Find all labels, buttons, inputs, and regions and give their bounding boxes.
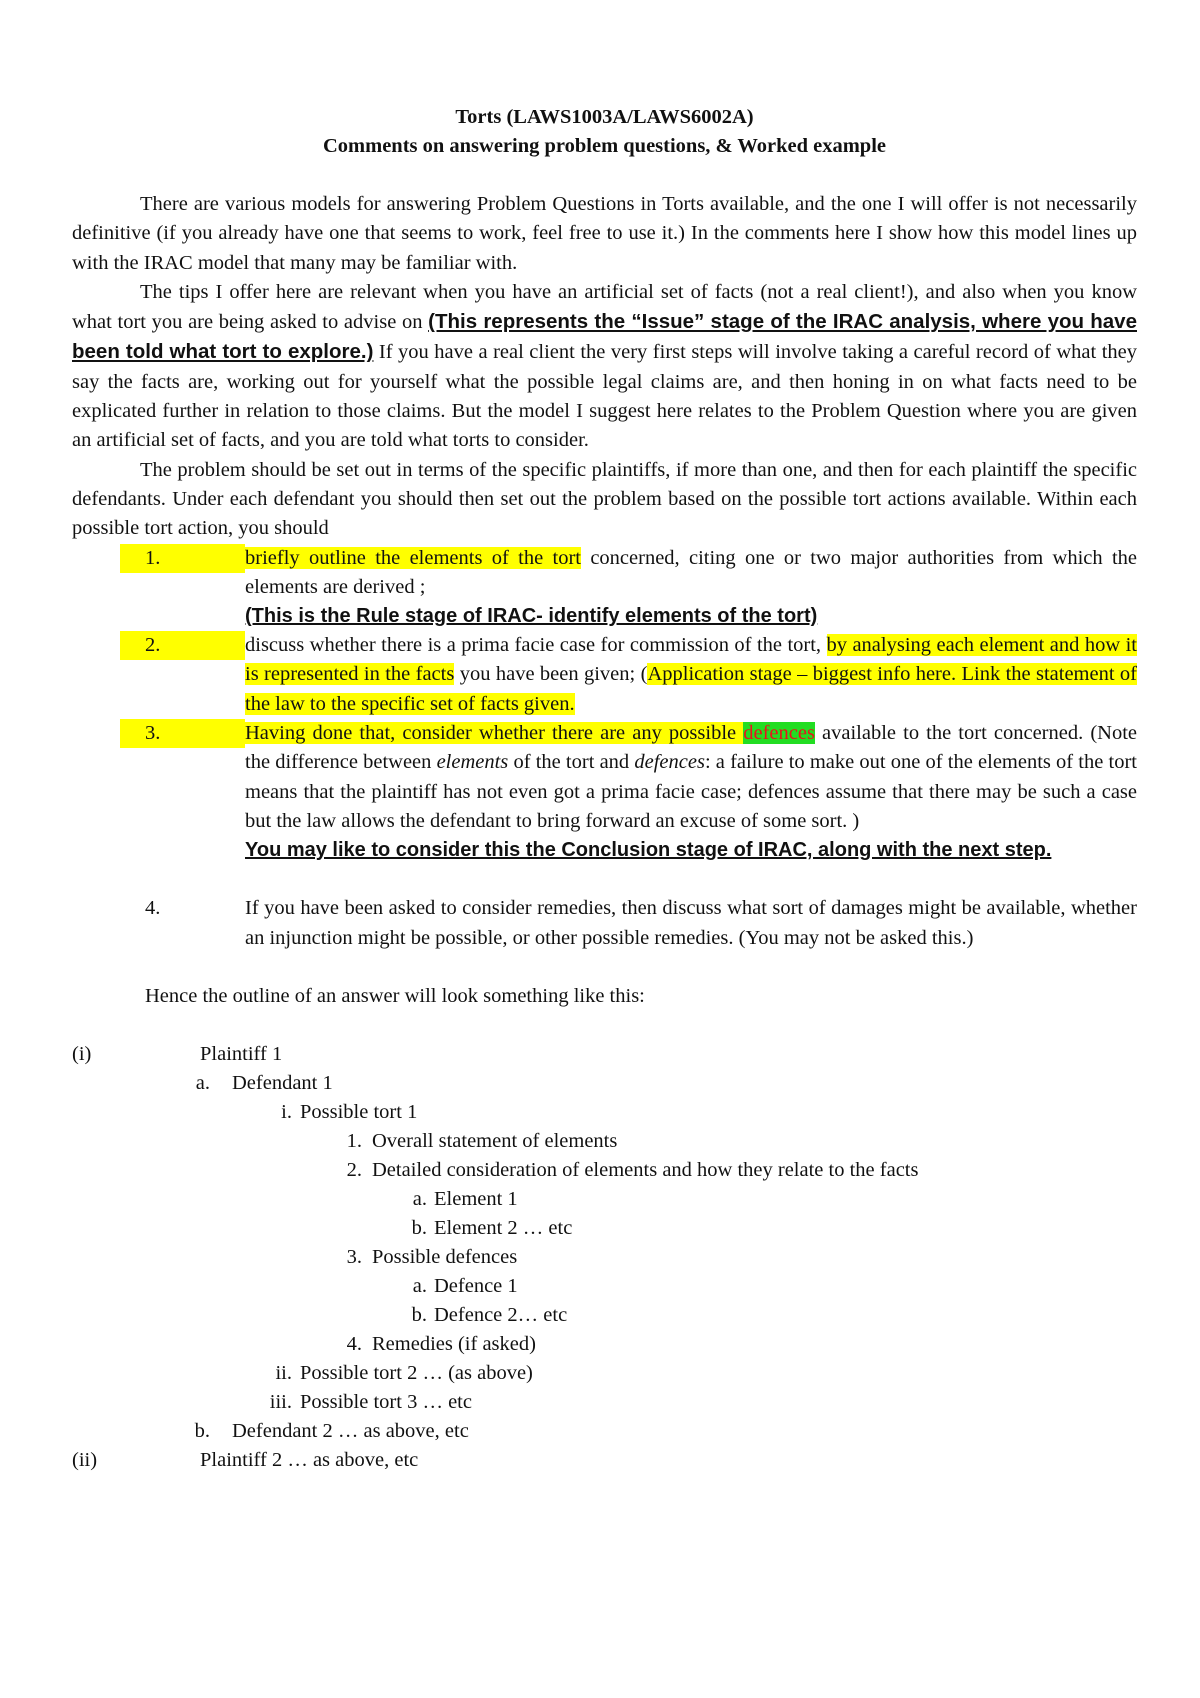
outline-item-text: Defendant 2 … as above, etc [232, 1420, 469, 1443]
outline-item [72, 1069, 1137, 1098]
step-text: of the tort and [508, 751, 635, 774]
outline-item-label: iii. [269, 1391, 292, 1414]
outline-item [72, 1127, 1137, 1156]
outline-item-text: Possible tort 1 [300, 1101, 418, 1124]
outline-intro: Hence the outline of an answer will look something like this: [145, 984, 645, 1007]
highlighted-text: Having done that, consider whether there are any possible [245, 722, 737, 745]
outline-item-label: 4. [346, 1333, 362, 1356]
defences-highlight: defences [743, 722, 815, 745]
outline-item [72, 1185, 1137, 1214]
intro-paragraph: There are various models for answering Problem Questions in Torts available, and the one I will offer is not necessarily definitive (if you already have one that seems to work, feel free to use it.) In the comments here I show how this model lines up with the IRAC model that many may be familiar with. [72, 193, 1137, 274]
step-number [145, 631, 163, 660]
outline-item-text: Possible tort 2 … (as above) [300, 1362, 533, 1385]
outline-item-label: a. [412, 1275, 427, 1298]
outline-item-label: a. [412, 1188, 427, 1211]
outline-item-label: a. [195, 1072, 210, 1095]
outline-item-text: Plaintiff 2 … as above, etc [200, 1449, 419, 1472]
step-3 [72, 719, 1137, 836]
step-1 [72, 544, 1137, 603]
outline-item [72, 1417, 1137, 1446]
paragraph-text: The tips I offer here are relevant when you have an artificial set of facts (not a real client!), and also when you know what tort you are being asked to advise on [72, 280, 1137, 334]
highlighted-text: briefly outline the elements of the tort [245, 546, 581, 569]
outline-item-label: b. [411, 1217, 427, 1240]
outline-item [72, 1330, 1137, 1359]
rule-stage-note: (This is the Rule stage of IRAC- identify elements of the tort) [245, 605, 818, 628]
step-number-highlight: 3. [120, 719, 245, 748]
outline-item [72, 1446, 1137, 1475]
step-2 [72, 631, 1137, 719]
outline-item [72, 1388, 1137, 1417]
step-text: available to the tort concerned. (Note the difference between [245, 722, 1138, 774]
step-number [145, 544, 163, 573]
document-subtitle: Comments on answering problem questions, & Worked example [322, 135, 887, 157]
application-stage-note: Application stage – biggest info here. Link the statement of the law to the specific set of facts given. [245, 663, 1137, 715]
outline-item-label: (i) [72, 1043, 92, 1066]
outline-item [72, 1098, 1137, 1127]
outline-item-text: Element 2 … etc [434, 1217, 573, 1240]
outline-item-text: Defence 2… etc [434, 1304, 568, 1327]
step-number [145, 719, 163, 748]
step-text: you have been given; ( [454, 663, 648, 686]
outline-item-text: Defendant 1 [232, 1072, 333, 1095]
highlighted-text: by analysing each element and how it is represented in the facts [245, 634, 1138, 686]
conclusion-stage-note: You may like to consider this the Conclusion stage of IRAC, along with the next step. [245, 839, 1052, 862]
step-number-highlight: 1. [120, 544, 245, 573]
outline-item [72, 1040, 1137, 1069]
outline-item-text: Defence 1 [434, 1275, 518, 1298]
document-title: Torts (LAWS1003A/LAWS6002A) [455, 106, 754, 128]
outline-item-text: Detailed consideration of elements and how they relate to the facts [372, 1159, 919, 1182]
outline-item-label: b. [194, 1420, 210, 1443]
step-4 [72, 894, 1137, 953]
structure-paragraph: The problem should be set out in terms of the specific plaintiffs, if more than one, and then for each plaintiff the specific defendants. Under each defendant you should then set out the problem based on the possible tort actions available. Within each possible tort action, you should [72, 458, 1137, 540]
outline-item-label: 1. [346, 1130, 362, 1153]
outline-item-label: 2. [346, 1159, 362, 1182]
step-number-highlight: 2. [120, 631, 245, 660]
outline-item-label: i. [281, 1101, 292, 1124]
outline-item-text: Element 1 [434, 1188, 518, 1211]
step-text: concerned, citing one or two major authorities from which the elements are derived ; [245, 546, 1137, 598]
outline-item [72, 1214, 1137, 1243]
outline-item-text: Possible defences [372, 1246, 518, 1269]
outline-item-text: Possible tort 3 … etc [300, 1391, 472, 1414]
answer-outline [72, 1040, 1137, 1475]
emphasis-defences: defences [634, 751, 705, 774]
paragraph-text: If you have a real client the very first steps will involve taking a careful record of what they say the facts are, working out for yourself what the possible legal claims are, and then honing in on what facts need to be explicated further in relation to those claims. But the model I suggest here relates to the Problem Question where you are given an artificial set of facts, and you are told what torts to consider. [72, 341, 1137, 452]
issue-paragraph [72, 278, 1137, 456]
outline-item-label: ii. [275, 1362, 292, 1385]
outline-item [72, 1243, 1137, 1272]
step-text: If you have been asked to consider remedies, then discuss what sort of damages might be available, whether an injunction might be possible, or other possible remedies. (You may not be asked this.) [245, 897, 1137, 949]
outline-item-text: Plaintiff 1 [200, 1043, 283, 1066]
step-number: 4. [145, 897, 161, 920]
step-text: discuss whether there is a prima facie case for commission of the tort, [245, 634, 827, 657]
outline-item-text: Remedies (if asked) [372, 1333, 536, 1356]
outline-item [72, 1272, 1137, 1301]
outline-item [72, 1156, 1137, 1185]
outline-item [72, 1301, 1137, 1330]
outline-item-text: Overall statement of elements [372, 1130, 618, 1153]
step-text: : a failure to make out one of the elements of the tort means that the plaintiff has not even got a prima facie case; defences assume that there may be such a case but the law allows the defendant to bring forward an excuse of some sort. ) [245, 751, 1137, 832]
outline-item-label: (ii) [72, 1449, 98, 1472]
outline-item-label: b. [411, 1304, 427, 1327]
document-page [72, 0, 1137, 1475]
emphasis-elements: elements [436, 751, 509, 774]
issue-stage-note: (This represents the “Issue” stage of the IRAC analysis, where you have been told what tort to explore.) [72, 310, 1137, 364]
outline-item-label: 3. [346, 1246, 362, 1269]
outline-item [72, 1359, 1137, 1388]
